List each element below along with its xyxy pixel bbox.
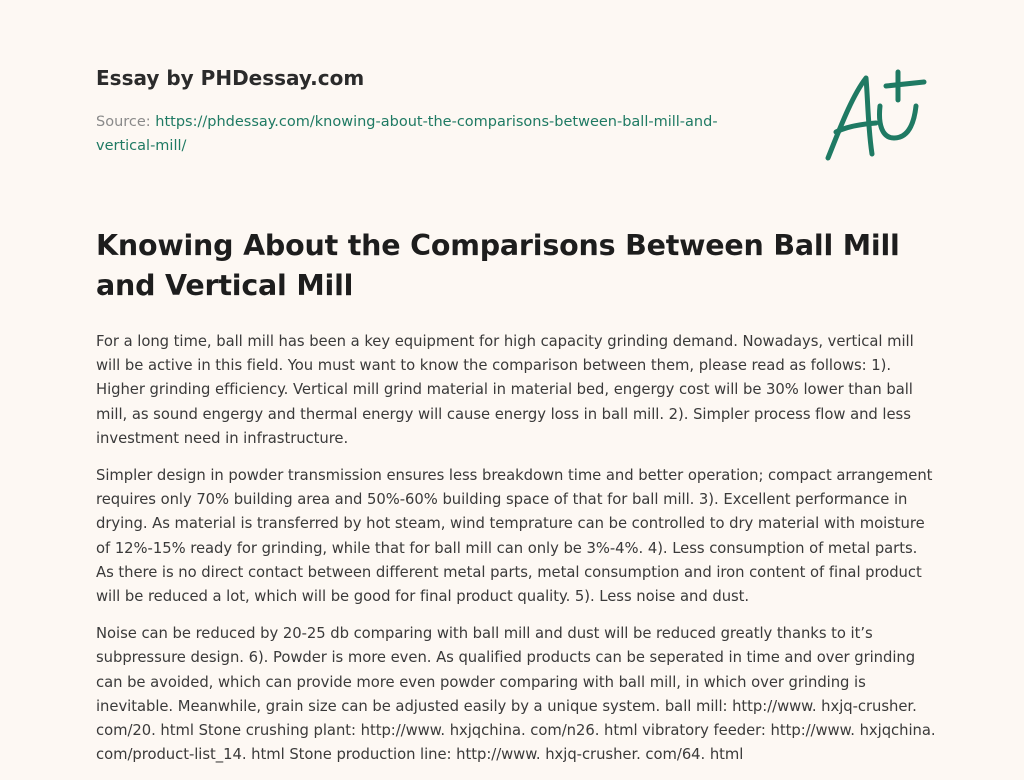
article-paragraph-1: For a long time, ball mill has been a key equipment for high capacity grinding demand. Nowadays, vertical mill will be active in this field. You must want to know the comparison between them, please read as follows: 1). Higher grinding efficiency. Vertical mill grind material in material bed, engergy cost will be 30% lower than ball mill, as sound engergy and thermal energy will cause energy loss in ball mill. 2). Simpler process flow and less investment need in infrastructure. xyxy=(96,333,914,447)
article xyxy=(96,226,936,767)
article-paragraph-2: Simpler design in powder transmission ensures less breakdown time and better operation; compact arrangement requires only 70% building area and 50%-60% building space of that for ball mill. 3). Excellent performance in drying. As material is transferred by hot steam, wind temprature can be controlled to dry material with moisture of 12%-15% ready for grinding, while that for ball mill can only be 3%-4%. 4). Less consumption of metal parts. As there is no direct contact between different metal parts, metal consumption and iron content of final product will be reduced a lot, which will be good for final product quality. 5). Less noise and dust. xyxy=(96,467,933,606)
article-title: Knowing About the Comparisons Between Ball Mill and Vertical Mill xyxy=(96,229,900,302)
article-paragraph-3: Noise can be reduced by 20-25 db comparing with ball mill and dust will be reduced greatly thanks to it’s subpressure design. 6). Powder is more even. As qualified products can be seperated in time and over grinding can be avoided, which can provide more even powder comparing with ball mill, in which over grinding is inevitable. Meanwhile, grain size can be adjusted easily by a unique system. ball mill: http://www. hxjq-crusher. com/20. html Stone crushing plant: http://www. hxjqchina. com/n26. html vibratory feeder: http://www. hxjqchina. com/product-list_14. html Stone production line: http://www. hxjq-crusher. com/64. html xyxy=(96,625,936,764)
site-title: Essay by PHDessay.com xyxy=(96,66,365,90)
source-link[interactable]: https://phdessay.com/knowing-about-the-comparisons-between-ball-mill-and-vertical-mill/ xyxy=(96,114,718,154)
source-label: Source: xyxy=(96,114,156,130)
page-header xyxy=(96,64,776,158)
a-plus-grade-icon xyxy=(818,66,930,166)
source-line xyxy=(96,110,776,158)
